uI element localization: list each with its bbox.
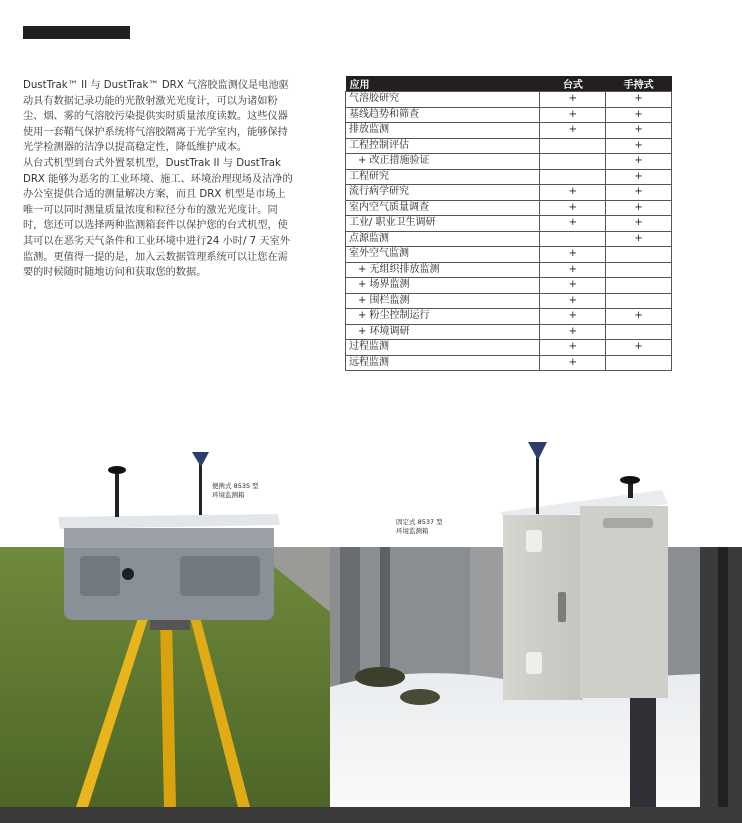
handheld-cell: +	[606, 200, 672, 216]
application-cell: 排放监测	[346, 123, 540, 139]
handheld-cell	[606, 355, 672, 371]
table-row	[346, 355, 672, 371]
handheld-cell: +	[606, 309, 672, 325]
desktop-cell: +	[540, 107, 606, 123]
intro-paragraph-2: 从台式机型到台式外置泵机型，DustTrak II 与 DustTrak DRX 能够为恶劣的工业环境、施工、环境治理现场及洁净的办公室提供合适的测量解决方案，而且 DRX 机型是市场上唯一可以同时测量质量浓度和粒径分布的激光光度计。同时，您还可以选择两种监测箱套件以保护您的台式机型，使其可以在恶劣天气条件和工业环境中进行24 小时/ 7 天室外监测。更值得一提的是，加入云数据管理系统可以让您在需要的时候随时随地访问和获取您的数据。	[23, 157, 293, 279]
handheld-cell: +	[606, 107, 672, 123]
application-cell: + 围栏监测	[346, 293, 540, 309]
table-row	[346, 293, 672, 309]
header-application: 应用	[346, 76, 540, 92]
intro-paragraph-1: DustTrak™ II 与 DustTrak™ DRX 气溶胶监测仪是电池驱动具有数据记录功能的光散射激光光度计，可以为诸如粉尘、烟、雾的气溶胶污染提供实时质量浓度读数。这些仪器使用一套鞘气保护系统将气溶胶隔离于光学室内，能够保持光学检测器的洁净以提高稳定性，降低维护成本。	[23, 80, 289, 154]
desktop-cell	[540, 154, 606, 170]
table-row	[346, 231, 672, 247]
application-cell: 气溶胶研究	[346, 92, 540, 108]
desktop-cell: +	[540, 309, 606, 325]
table-row	[346, 200, 672, 216]
table-row	[346, 309, 672, 325]
application-cell: 流行病学研究	[346, 185, 540, 201]
desktop-cell: +	[540, 324, 606, 340]
table-row	[346, 324, 672, 340]
application-cell: 室内空气质量调查	[346, 200, 540, 216]
desktop-cell: +	[540, 185, 606, 201]
desktop-cell: +	[540, 92, 606, 108]
product-photo	[0, 422, 742, 823]
handheld-cell: +	[606, 185, 672, 201]
table-header-row	[346, 76, 672, 92]
application-cell: + 场界监测	[346, 278, 540, 294]
caption-fixed	[396, 518, 443, 536]
desktop-cell: +	[540, 247, 606, 263]
application-cell: 工业/ 职业卫生调研	[346, 216, 540, 232]
desktop-cell: +	[540, 200, 606, 216]
handheld-cell: +	[606, 123, 672, 139]
applications-table	[345, 76, 672, 371]
application-cell: 基线趋势和筛查	[346, 107, 540, 123]
caption-portable-line-2: 环境监测箱	[212, 491, 245, 499]
handheld-cell: +	[606, 92, 672, 108]
caption-portable	[212, 482, 259, 500]
table-row	[346, 123, 672, 139]
table-row	[346, 107, 672, 123]
application-cell: 工程控制评估	[346, 138, 540, 154]
desktop-cell	[540, 138, 606, 154]
table-row	[346, 278, 672, 294]
handheld-cell: +	[606, 216, 672, 232]
desktop-cell: +	[540, 355, 606, 371]
table-row	[346, 185, 672, 201]
monitoring-enclosures-photo	[0, 422, 742, 823]
handheld-cell	[606, 293, 672, 309]
desktop-cell	[540, 231, 606, 247]
caption-fixed-line-1: 固定式 8537 型	[396, 518, 443, 526]
handheld-cell: +	[606, 340, 672, 356]
application-cell: + 粉尘控制运行	[346, 309, 540, 325]
table-row	[346, 92, 672, 108]
handheld-cell: +	[606, 154, 672, 170]
desktop-cell: +	[540, 262, 606, 278]
table-row	[346, 169, 672, 185]
desktop-cell: +	[540, 340, 606, 356]
application-cell: + 无组织排放监测	[346, 262, 540, 278]
application-cell: + 环境调研	[346, 324, 540, 340]
header-bar	[23, 26, 130, 39]
desktop-cell: +	[540, 123, 606, 139]
application-cell: + 改正措施验证	[346, 154, 540, 170]
application-cell: 工程研究	[346, 169, 540, 185]
handheld-cell	[606, 324, 672, 340]
table-row	[346, 154, 672, 170]
caption-portable-line-1: 便携式 8535 型	[212, 482, 259, 490]
handheld-cell: +	[606, 138, 672, 154]
intro-text	[23, 78, 295, 281]
header-handheld: 手持式	[606, 76, 672, 92]
application-cell: 远程监测	[346, 355, 540, 371]
application-cell: 室外空气监测	[346, 247, 540, 263]
handheld-cell	[606, 247, 672, 263]
table-row	[346, 138, 672, 154]
desktop-cell	[540, 169, 606, 185]
table-row	[346, 340, 672, 356]
table-row	[346, 262, 672, 278]
handheld-cell	[606, 278, 672, 294]
header-desktop: 台式	[540, 76, 606, 92]
handheld-cell: +	[606, 169, 672, 185]
desktop-cell: +	[540, 293, 606, 309]
table-row	[346, 216, 672, 232]
application-cell: 过程监测	[346, 340, 540, 356]
handheld-cell: +	[606, 231, 672, 247]
desktop-cell: +	[540, 278, 606, 294]
desktop-cell: +	[540, 216, 606, 232]
handheld-cell	[606, 262, 672, 278]
table-row	[346, 247, 672, 263]
application-cell: 点源监测	[346, 231, 540, 247]
caption-fixed-line-2: 环境监测箱	[396, 527, 429, 535]
